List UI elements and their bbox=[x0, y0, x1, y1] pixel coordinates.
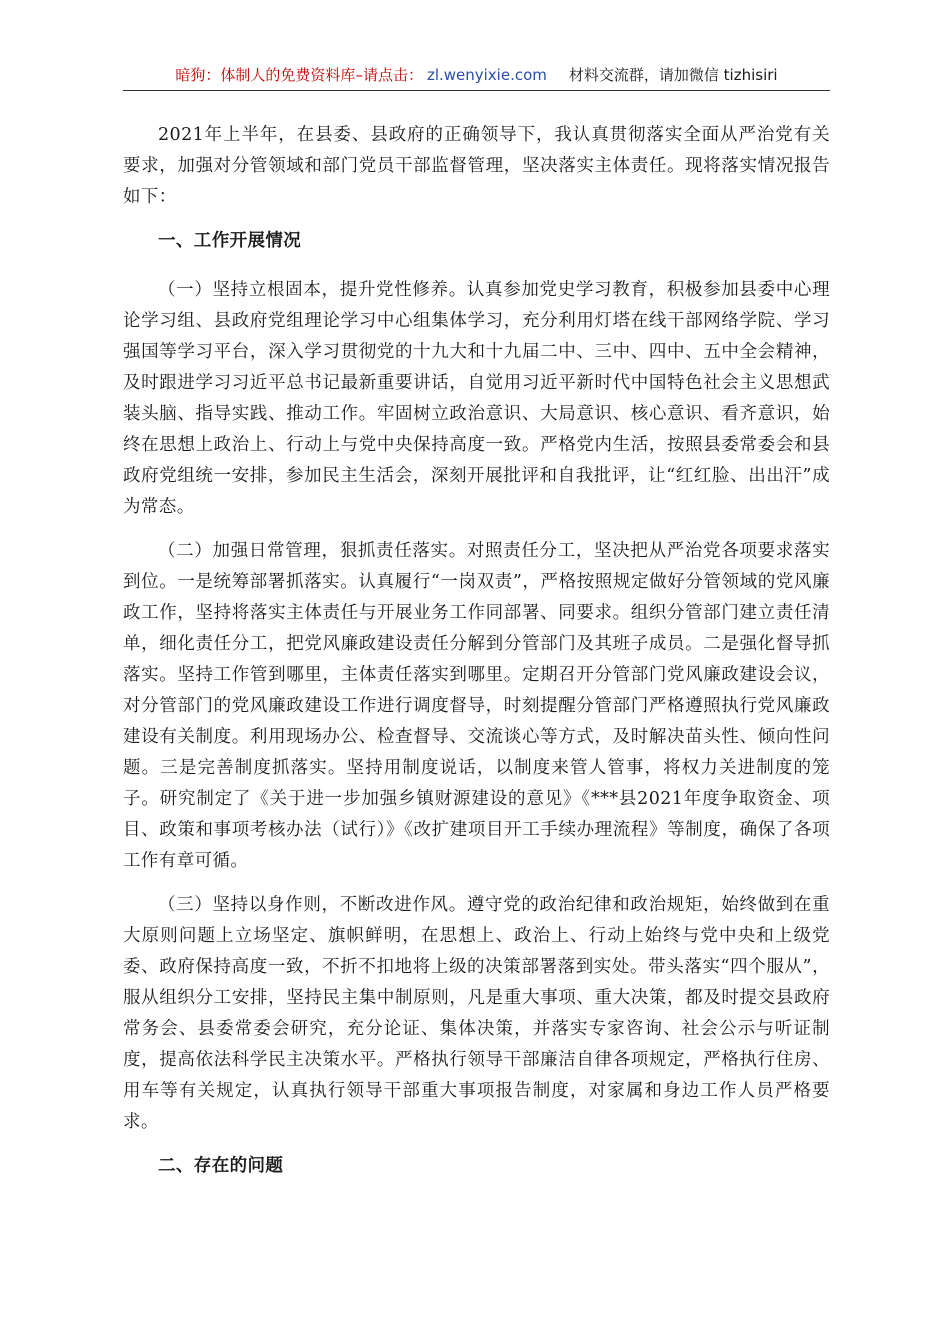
paragraph-3: （三）坚持以身作则，不断改进作风。遵守党的政治纪律和政治规矩，始终做到在重大原则问题上立场坚定、旗帜鲜明，在思想上、政治上、行动上始终与党中央和上级党委、政府保持高度一致，不折不扣地将上级的决策部署落到实处。带头落实“四个服从”，服从组织分工安排，坚持民主集中制原则，凡是重大事项、重大决策，都及时提交县政府常务会、县委常委会研究，充分论证、集体决策，并落实专家咨询、社会公示与听证制度，提高依法科学民主决策水平。严格执行领导干部廉洁自律各项规定，严格执行住房、用车等有关规定，认真执行领导干部重大事项报告制度，对家属和身边工作人员严格要求。 bbox=[123, 895, 830, 1132]
section-heading-problems: 二、存在的问题 bbox=[158, 1156, 284, 1176]
paragraph-1: （一）坚持立根固本，提升党性修养。认真参加党史学习教育，积极参加县委中心理论学习组、县政府党组理论学习中心组集体学习，充分利用灯塔在线干部网络学院、学习强国等学习平台，深入学习贯彻党的十九大和十九届二中、三中、四中、五中全会精神，及时跟进学习习近平总书记最新重要讲话，自觉用习近平新时代中国特色社会主义思想武装头脑、指导实践、推动工作。牢固树立政治意识、大局意识、核心意识、看齐意识，始终在思想上政治上、行动上与党中央保持高度一致。严格党内生活，按照县委常委会和县政府党组统一安排，参加民主生活会，深刻开展批评和自我批评，让“红红脸、出出汗”成为常态。 bbox=[123, 280, 830, 517]
header-group-note: 材料交流群，请加微信 tizhisiri bbox=[568, 66, 778, 84]
header-url-link[interactable]: zl.wenyixie.com bbox=[426, 66, 547, 84]
header-click-prompt: –请点击： bbox=[355, 66, 423, 84]
header-site-name: 暗狗：体制人的免费资料库 bbox=[175, 66, 356, 84]
section-heading-work-progress: 一、工作开展情况 bbox=[158, 231, 302, 251]
paragraph-2: （二）加强日常管理，狠抓责任落实。对照责任分工，坚决把从严治党各项要求落实到位。一是统筹部署抓落实。认真履行“一岗双责”，严格按照规定做好分管领域的党风廉政工作，坚持将落实主体责任与开展业务工作同部署、同要求。组织分管部门建立责任清单，细化责任分工，把党风廉政建设责任分解到分管部门及其班子成员。二是强化督导抓落实。坚持工作管到哪里，主体责任落实到哪里。定期召开分管部门党风廉政建设会议，对分管部门的党风廉政建设工作进行调度督导，时刻提醒分管部门严格遵照执行党风廉政建设有关制度。利用现场办公、检查督导、交流谈心等方式，及时解决苗头性、倾向性问题。三是完善制度抓落实。坚持用制度说话，以制度来管人管事，将权力关进制度的笼子。研究制定了《关于进一步加强乡镇财源建设的意见》《***县2021年度争取资金、项目、政策和事项考核办法（试行）》《改扩建项目开工手续办理流程》等制度，确保了各项工作有章可循。 bbox=[123, 541, 830, 871]
page-header bbox=[123, 64, 830, 91]
intro-paragraph: 2021年上半年，在县委、县政府的正确领导下，我认真贯彻落实全面从严治党有关要求，加强对分管领域和部门党员干部监督管理，坚决落实主体责任。现将落实情况报告如下： bbox=[123, 125, 830, 207]
document-body bbox=[123, 120, 830, 1200]
